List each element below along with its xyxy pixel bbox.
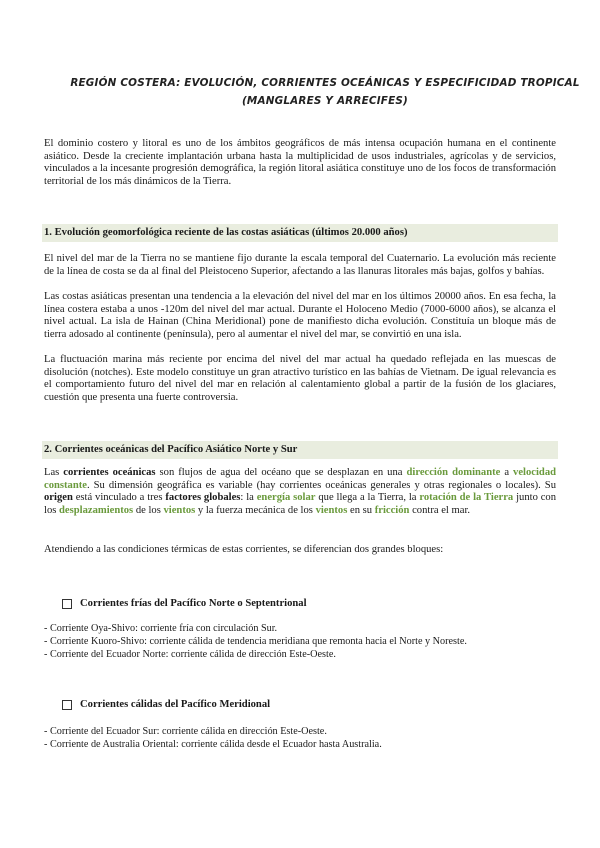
list-item: - Corriente de Australia Oriental: corriente cálida desde el Ecuador hasta Australia. — [44, 739, 382, 750]
block-north-title-text: Corrientes frías del Pacífico Norte o Septentrional — [80, 598, 307, 609]
section-1-heading: 1. Evolución geomorfológica reciente de las costas asiáticas (últimos 20.000 años) — [42, 224, 558, 242]
section-2-paragraph-2: Atendiendo a las condiciones térmicas de estas corrientes, se diferencian dos grandes bloques: — [44, 544, 444, 555]
section-1-paragraph-2: Las costas asiáticas presentan una tendencia a la elevación del nivel del mar en los últimos 20000 años. En esa fecha, la línea costera estaba a unos -120m del nivel del mar actual. Durante el Holoceno Medio (7000-6000 años), se alcanza el nivel actual. La isla de Hainan (China Meridional) pone de manifiesto dicha evolución. Constituía un bloque más de tierra adosado al continente (península), pero al aumentar el nivel del mar, se convirtió en una isla. — [44, 291, 556, 340]
block-north-list — [44, 622, 564, 661]
list-item: - Corriente Kuoro-Shivo: corriente cálida de tendencia meridiana que remonta hacia el Norte y Noreste. — [44, 636, 467, 647]
list-item: - Corriente del Ecuador Norte: corriente cálida de dirección Este-Oeste. — [44, 649, 336, 660]
list-item: - Corriente Oya-Shivo: corriente fría con circulación Sur. — [44, 623, 278, 634]
block-south-list — [44, 725, 564, 751]
block-south-title-text: Corrientes cálidas del Pacífico Meridional — [80, 699, 271, 710]
section-1-paragraph-1: El nivel del mar de la Tierra no se mantiene fijo durante la escala temporal del Cuaternario. La evolución más reciente de la línea de costa se da al final del Pleistoceno Superior, afectando a las llanuras litorales más bajas, golfos y bahías. — [44, 253, 556, 277]
checkbox-icon[interactable] — [62, 700, 72, 710]
block-north-title — [62, 597, 307, 611]
block-south-title — [62, 698, 270, 712]
section-2-heading: 2. Corrientes oceánicas del Pacífico Asiático Norte y Sur — [42, 441, 558, 459]
intro-paragraph: El dominio costero y litoral es uno de los ámbitos geográficos de más intensa ocupación humana en el continente asiático. Desde la creciente implantación urbana hasta la multiplicidad de usos industriales, agrícolas y de servicios, vinculados a la incesante progresión demográfica, la región litoral asiática constituye uno de los focos de transformación territorial de los más dinámicos de la Tierra. — [44, 138, 556, 187]
list-item: - Corriente del Ecuador Sur: corriente cálida en dirección Este-Oeste. — [44, 726, 327, 737]
document-title: REGIÓN COSTERA: EVOLUCIÓN, CORRIENTES OCEÁNICAS Y ESPECIFICIDAD TROPICAL (MANGLARES Y ARRECIFES) — [70, 77, 580, 107]
section-2-paragraph-1: Las corrientes oceánicas son flujos de agua del océano que se desplazan en una dirección dominante a velocidad constante. Su dimensión geográfica es variable (hay corrientes oceánicas generales y otras regionales o locales). Su origen está vinculado a tres factores globales: la energía solar que llega a la Tierra, la rotación de la Tierra junto con los desplazamientos de los vientos y la fuerza mecánica de los vientos en su fricción contra el mar. — [44, 467, 557, 516]
checkbox-icon[interactable] — [62, 599, 72, 609]
section-1-paragraph-3: La fluctuación marina más reciente por encima del nivel del mar actual ha quedado reflejada en las muescas de disolución (notches). Este modelo constituye un gran atractivo turístico en las bahías de Vietnam. De igual relevancia es el comportamiento futuro del nivel del mar en relación al calentamiento global a partir de la fusión de los glaciares, cuestión que presenta una fuerte controversia. — [44, 354, 556, 403]
